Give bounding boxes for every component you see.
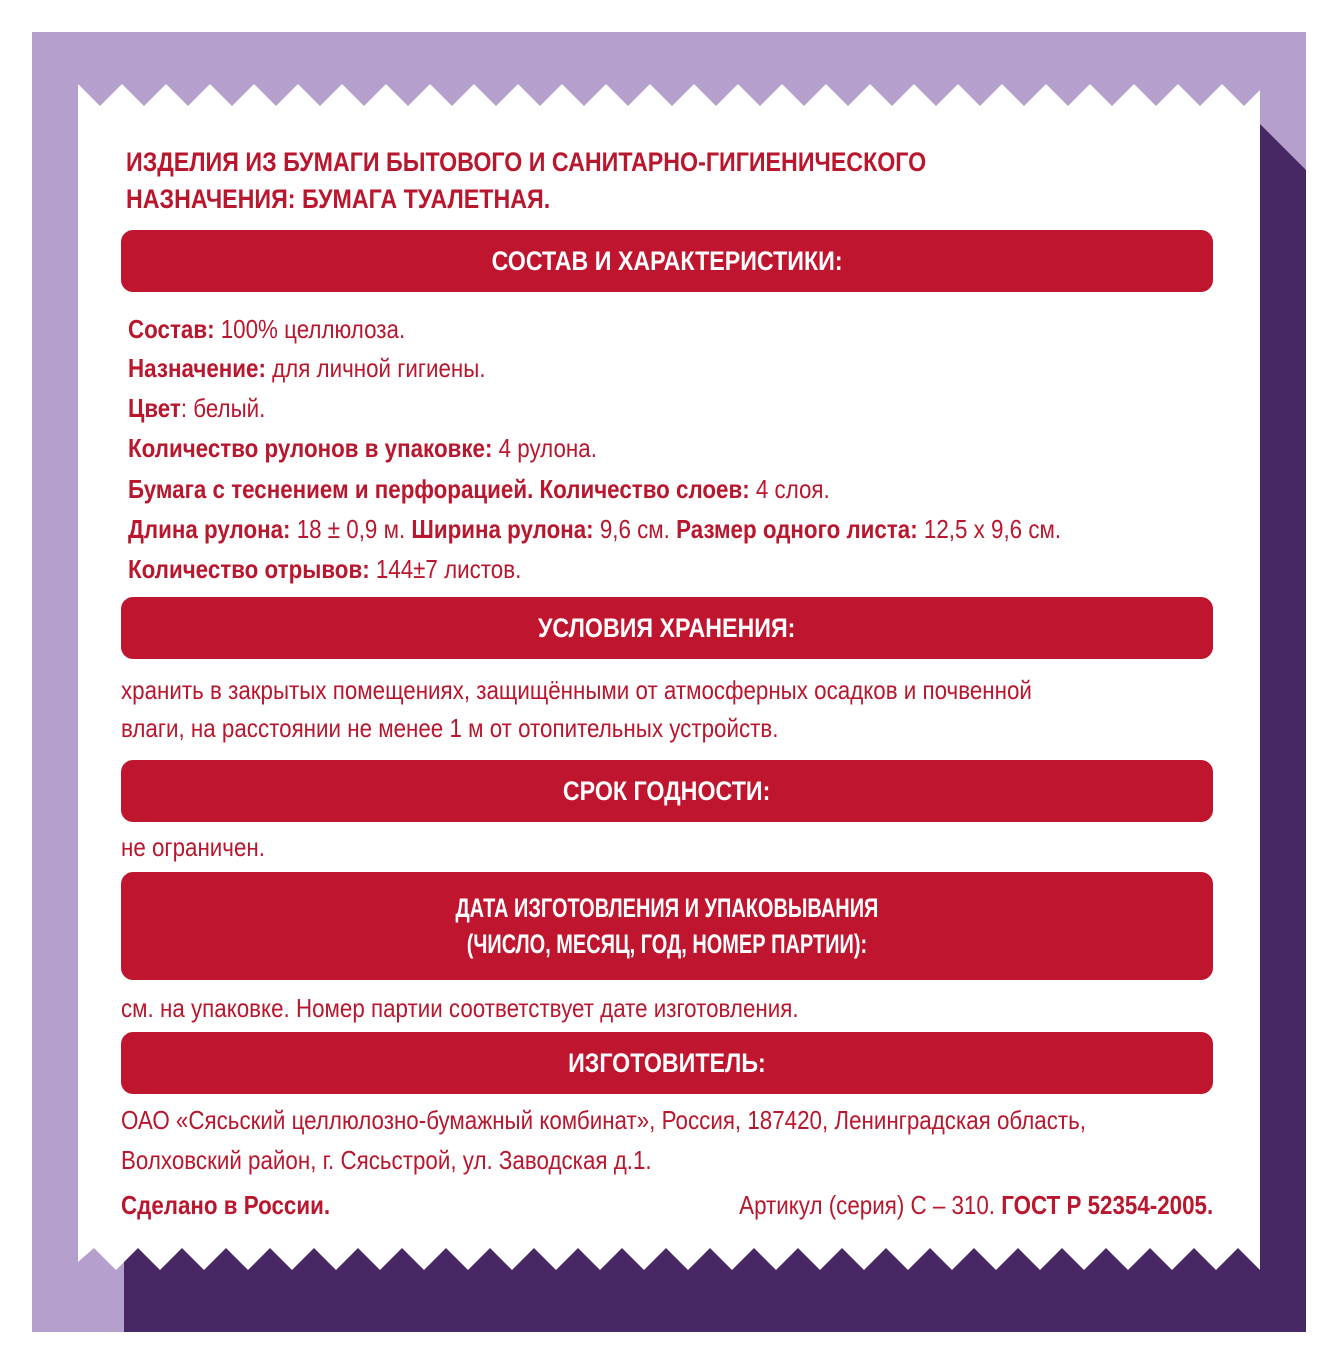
shelf-life-header: СРОК ГОДНОСТИ: (563, 776, 771, 806)
manufacture-date-header (421, 890, 913, 962)
storage-header-bar (121, 597, 1213, 659)
article-and-standard (739, 1190, 1213, 1221)
made-in-russia: Сделано в России. (121, 1190, 331, 1220)
storage-header: УСЛОВИЯ ХРАНЕНИЯ: (538, 613, 796, 643)
roll-width-value: 9,6 см. (593, 514, 677, 544)
manufacturer-text-line-2: Волховский район, г. Сясьстрой, ул. Заводская д.1. (121, 1145, 652, 1175)
sheets-count-value: 144±7 листов. (369, 554, 522, 584)
title-line-1: ИЗДЕЛИЯ ИЗ БУМАГИ БЫТОВОГО И САНИТАРНО-ГИГИЕНИЧЕСКОГО (126, 147, 927, 177)
article-number: Артикул (серия) С – 310. (738, 1190, 1002, 1220)
purpose-key: Назначение: (128, 353, 266, 383)
storage-text-line-1: хранить в закрытых помещениях, защищёнными от атмосферных осадков и почвенной (121, 675, 1032, 705)
sheet-size-value: 12,5 х 9,6 см. (917, 514, 1062, 544)
manufacture-date-header-bar (121, 872, 1213, 980)
gost-standard: ГОСТ Р 52354-2005. (1001, 1190, 1213, 1220)
color-key: Цвет (128, 393, 181, 423)
shelf-life-text: не ограничен. (121, 832, 265, 862)
manufacture-date-header-line-2: (ЧИСЛО, МЕСЯЦ, ГОД, НОМЕР ПАРТИИ): (466, 929, 868, 959)
composition-value: 100% целлюлоза. (214, 314, 406, 344)
purpose-value: для личной гигиены. (265, 353, 486, 383)
dimensions-row (128, 509, 1061, 549)
manufacture-date-text: см. на упаковке. Номер партии соответствует дате изготовления. (121, 993, 799, 1023)
layers-key: Бумага с теснением и перфорацией. Количество слоев: (128, 474, 750, 504)
manufacture-date-header-line-1: ДАТА ИЗГОТОВЛЕНИЯ И УПАКОВЫВАНИЯ (455, 893, 879, 923)
manufacturer-text-line-1: ОАО «Сясьский целлюлозно-бумажный комбинат», Россия, 187420, Ленинградская область, (121, 1105, 1086, 1135)
composition-key: Состав: (128, 314, 215, 344)
rolls-count-row (128, 428, 597, 468)
rolls-count-key: Количество рулонов в упаковке: (128, 433, 493, 463)
storage-text-line-2: влаги, на расстоянии не менее 1 м от отопительных устройств. (121, 713, 779, 743)
sheet-size-key: Размер одного листа: (676, 514, 918, 544)
rolls-count-value: 4 рулона. (492, 433, 597, 463)
color-row (128, 388, 265, 428)
sheets-count-key: Количество отрывов: (128, 554, 370, 584)
manufacturer-header-bar (121, 1032, 1213, 1094)
sheets-count-row (128, 549, 521, 589)
shelf-life-header-bar (121, 760, 1213, 822)
composition-header-bar (121, 230, 1213, 292)
manufacturer-header: ИЗГОТОВИТЕЛЬ: (568, 1048, 766, 1078)
product-title (126, 144, 1055, 218)
title-line-2: НАЗНАЧЕНИЯ: БУМАГА ТУАЛЕТНАЯ. (126, 184, 551, 214)
roll-length-value: 18 ± 0,9 м. (290, 514, 412, 544)
color-value: : белый. (180, 393, 266, 423)
layers-value: 4 слоя. (749, 474, 830, 504)
roll-width-key: Ширина рулона: (411, 514, 594, 544)
layers-row (128, 469, 830, 509)
composition-header: СОСТАВ И ХАРАКТЕРИСТИКИ: (491, 246, 843, 276)
composition-row (128, 309, 405, 349)
roll-length-key: Длина рулона: (128, 514, 291, 544)
purpose-row (128, 348, 486, 388)
